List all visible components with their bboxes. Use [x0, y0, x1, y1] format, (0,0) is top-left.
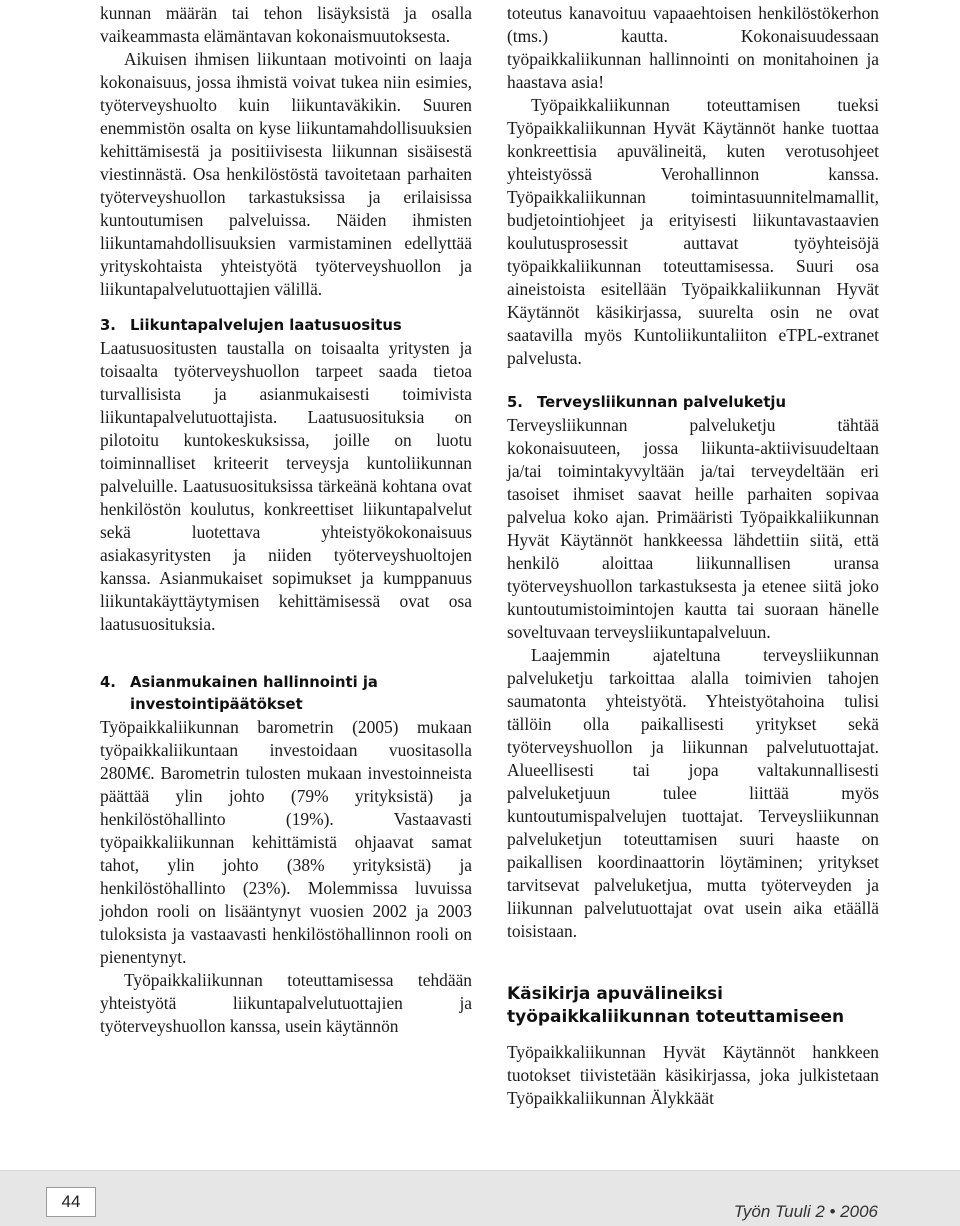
section-5-title: Terveysliikunnan palveluketju	[537, 394, 787, 411]
handbook-paragraph: Työpaikkaliikunnan Hyvät Käytännöt hankkeen tuotokset tiivistetään käsikirjassa, joka julkistetaan Työpaikkaliikunnan Älykkäät	[507, 1042, 879, 1108]
left-paragraph-1: kunnan määrän tai tehon lisäyksistä ja osalla vaikeammasta elämäntavan kokonaismuutoksesta.	[100, 3, 472, 46]
section-5-paragraph-1: Terveysliikunnan palveluketju tähtää kokonaisuuteen, jossa liikunta-aktiivisuudeltaan ja/tai toimintakyvyltään ja/tai terveydeltään eri tasoiset ihmiset saavat heille parhaiten sopivaa palvelua koko ajan. Primääristi Työpaikkaliikunnan Hyvät Käytännöt hankkeessa lähdettiin siitä, että henkilö aloittaa liikunnallisen uransa työterveyshuollon tarkastuksesta ja etenee siitä joko kuntoutumistoimintojen kautta tai suoraan hänelle soveltuvaan terveysliikuntapalveluun.	[507, 415, 879, 642]
page-number: 44	[46, 1187, 96, 1217]
section-4-paragraph-1: Työpaikkaliikunnan barometrin (2005) mukaan työpaikkaliikuntaan investoidaan vuositasolla 280M€. Barometrin tulosten mukaan investoinneista päättää ylin johto (79% yrityksistä) ja henkilöstöhallinto (19%). Vastaavasti työpaikkaliikunnan kehittämistä ohjaavat samat tahot, ylin johto (38% yrityksistä) ja henkilöstöhallinto (23%). Molemmissa luvuissa johdon rooli on lisääntynyt vuosien 2002 ja 2003 tuloksista ja vastaavasti henkilöstöhallinnon rooli on pienentynyt.	[100, 717, 472, 967]
section-5-paragraph-2: Laajemmin ajateltuna terveysliikunnan palveluketju tarkoittaa alalla toimivien tahojen saumatonta yhteistyötä. Yhteistyötahoina tulisi tällöin olla paikallisesti yritykset sekä työterveyshuollon ja liikunnan palvelutuottajat. Alueellisesti tai jopa valtakunnallisesti palveluketjuun tulee liittää myös kuntoutumispalvelujen tuottajat. Terveysliikunnan palveluketjun toteuttamisen suuri haaste on paikallisen koordinaattorin löytäminen; yritykset tarvitsevat palveluketjua, mutta työterveyden ja liikunnan palvelutuottajat ovat usein aika etäällä toisistaan.	[507, 645, 879, 941]
left-paragraph-2: Aikuisen ihmisen liikuntaan motivointi on laaja kokonaisuus, jossa ihmistä voivat tukea niin esimies, työterveyshuolto kuin liikuntaväkikin. Suuren enemmistön osalta on kyse liikuntamahdollisuuksien kehittämisestä ja positiivisesta liikunnan sisäisestä viestinnästä. Osa henkilöstöstä tavoitetaan parhaiten työterveyshuollon tarkastuksissa ja erilaisissa kuntoutumisen palveluissa. Näiden ihmisten liikuntamahdollisuuksien varmistaminen edellyttää yrityskohtaista yhteistyötä työterveyshuollon ja liikuntapalvelutuottajien välillä.	[100, 49, 472, 299]
section-4-title-line-2: investointipäätökset	[130, 696, 303, 713]
section-5-heading	[507, 392, 879, 414]
left-column	[100, 2, 472, 1038]
section-3-heading	[100, 315, 472, 337]
section-5-number: 5.	[507, 394, 523, 411]
section-4-title-line-1: Asianmukainen hallinnointi ja	[130, 674, 378, 691]
right-paragraph-1: toteutus kanavoituu vapaaehtoisen henkilöstökerhon (tms.) kautta. Kokonaisuudessaan työpaikkaliikunnan hallinnointi on monitahoinen ja haastava asia!	[507, 3, 879, 92]
section-4-paragraph-2: Työpaikkaliikunnan toteuttamisessa tehdään yhteistyötä liikuntapalvelutuottajien ja työterveyshuollon kanssa, usein käytännön	[100, 970, 472, 1036]
right-column	[507, 2, 879, 1110]
page-footer	[0, 1170, 960, 1226]
handbook-heading	[507, 983, 879, 1029]
magazine-issue: Työn Tuuli 2 • 2006	[733, 1202, 878, 1221]
handbook-title-line-1: Käsikirja apuvälineiksi	[507, 984, 723, 1004]
section-3-title: Liikuntapalvelujen laatusuositus	[130, 317, 402, 334]
section-4-heading	[100, 672, 472, 716]
section-4-number: 4.	[100, 674, 116, 691]
section-3-paragraph: Laatusuositusten taustalla on toisaalta yritysten ja toisaalta työterveyshuollon tarpeet saada tietoa turvallisista ja asianmukaisesti toimivista liikuntapalvelutuottajista. Laatusuosituksia on pilotoitu kuntokeskuksissa, joille on luotu toiminnalliset kriteerit terveysja kuntoliikunnan palveluille. Laatusuosituksissa tärkeänä kohtana ovat henkilöstön koulutus, konkreettiset liikuntapalvelut sekä luotettava yhteistyökokonaisuus asiakasyritysten ja niiden työterveyshuoltojen kanssa. Asianmukaiset sopimukset ja kumppanuus liikuntakäyttäytymisen kehittämisessä ovat osa laatusuosituksia.	[100, 338, 472, 634]
handbook-title-line-2: työpaikkaliikunnan toteuttamiseen	[507, 1007, 845, 1027]
right-paragraph-2: Työpaikkaliikunnan toteuttamisen tueksi Työpaikkaliikunnan Hyvät Käytännöt hanke tuottaa konkreettisia apuvälineitä, kuten verotusohjeet yhteistyössä Verohallinnon kanssa. Työpaikkaliikunnan toimintasuunnitelmamallit, budjetointiohjeet ja erityisesti liikuntavastaavien koulutusprosessit auttavat työyhteisöjä työpaikkaliikunnan toteuttamisessa. Suuri osa aineistoista esitellään Työpaikkaliikunnan Hyvät Käytännöt käsikirjassa, suurelta osin ne ovat saatavilla myös Kuntoliikuntaliiton eTPL-extranet palvelusta.	[507, 95, 879, 368]
section-3-number: 3.	[100, 317, 116, 334]
